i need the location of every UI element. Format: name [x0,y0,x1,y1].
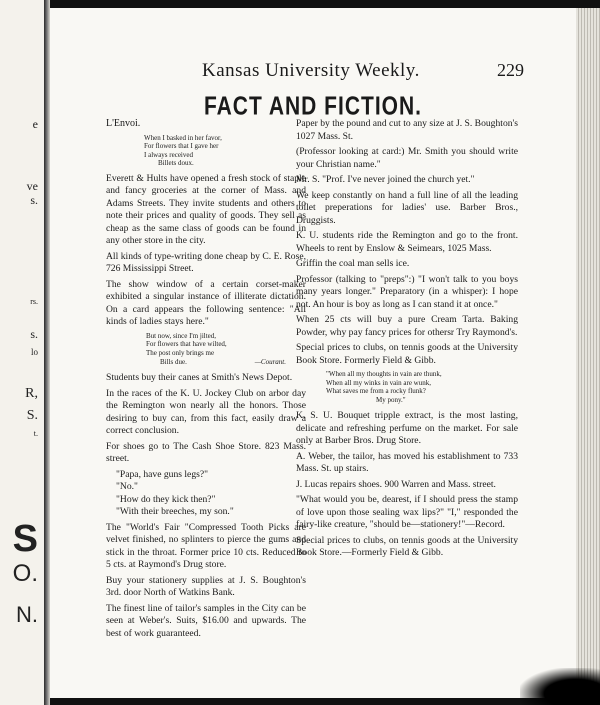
prev-fragment: ve [26,179,38,193]
prev-fragment: s. [30,193,38,207]
poem-line: I always received [144,150,193,159]
poem-verse [144,134,306,168]
quote-line: The post only brings me [146,349,215,358]
section-title: FACT AND FICTION. [203,92,423,121]
paragraph: Griffin the coal man sells ice. [296,258,410,269]
paragraph: "What would you be, dearest, if I should press the stamp of love upon those sealing wax lips?" "I," responded the fairy-like creature, "should be—stationery!"—Record. [296,494,518,531]
paragraph: In the races of the K. U. Jockey Club on arbor day the Remington won nearly all the honors. Those desiring to buy can, from this fact, easily draw a correct conclusion. [106,387,306,437]
paragraph: (Professor looking at card:) Mr. Smith you should write your Christian name." [296,146,518,170]
paragraph: When 25 cts will buy a pure Cream Tarta. Baking Powder, why pay fancy prices for othersr Try Raymond's. [296,314,518,338]
previous-page-edge [0,0,44,705]
prev-fragment: R, [25,386,38,401]
prev-fragment: t. [33,429,38,438]
poem-line: When I basked in her favor, [144,133,222,142]
running-title: Kansas University Weekly. [202,60,420,81]
dialogue-line: "Papa, have guns legs?" [116,468,209,480]
verse-line: My pony." [376,395,406,404]
paragraph: J. Lucas repairs shoes. 900 Warren and Mass. street. [296,478,496,490]
prev-fragment: e [32,117,38,131]
page-number: 229 [497,60,524,80]
verse-line: What saves me from a rocky flunk? [326,387,426,396]
poem-title: L'Envoi. [106,118,141,129]
dialogue-line: "With their breeches, my son." [116,506,234,518]
quoted-verse [146,332,306,366]
quote-line: For flowers that have wilted, [146,340,227,349]
paragraph: Special prices to clubs, on tennis goods at the University Book Store.—Formerly Field & Gibb. [296,534,518,559]
prev-fragment: s. [30,327,38,341]
verse-line: "When all my thoughts in vain are thunk, [326,370,442,378]
paragraph: The "World's Fair "Compressed Tooth Picks are velvet finished, no splinters to pierce the gums and stick in the throat. Former price 10 cts. Reduced to 5 cts. at Raymond's Drug store. [106,521,306,571]
poem-line: Billets doux. [158,159,194,168]
paragraph: For shoes go to The Cash Shoe Store. 823 Mass. street. [106,440,306,465]
paragraph: All kinds of type-writing done cheap by C. E. Rose, 726 Mississippi Street. [106,250,306,275]
newspaper-page [50,8,576,698]
paragraph: K. S. U. Bouquet tripple extract, is the most lasting, delicate and refreshing perfume on the market. For sale only at Barber Bros. Drug Store. [296,410,518,447]
paragraph: Everett & Hults have opened a fresh stock of staple and fancy groceries at the corner of Mass. and Adams Streets. They invite students and others to note their prices and quality of goods. They sell as cheap as the same class of goods can be found in any other store in the city. [106,172,306,247]
prev-fragment: lo [30,347,38,357]
prev-fragment: O. [12,560,38,587]
poem-line: For flowers that I gave her [144,142,219,151]
right-column [296,118,518,563]
paragraph: The show window of a certain corset-maker exhibited a singular instance of illiterate dictation. On a card appears the following sentence: "All kinds of ladies stays here." [106,278,306,328]
page-edge [576,8,600,698]
prev-fragment: rs. [30,297,38,306]
paragraph: Students buy their canes at Smith's News Depot. [106,372,293,384]
prev-fragment: S [12,518,38,560]
paragraph: We keep constantly on hand a full line of all the leading toilet preperations for ladies' use. Barber Bros., Druggists. [296,189,518,226]
verse-line: When all my winks in vain are wunk, [326,378,431,387]
paragraph: Special prices to clubs, on tennis goods at the University Book Store. Formerly Field & Gibb. [296,342,518,366]
page-header [50,60,576,84]
left-column [106,118,306,643]
paragraph: K. U. students ride the Remington and go to the front. Wheels to rent by Enslow & Seimears, 1025 Mass. [296,230,518,254]
quote-line: But now, since I'm jilted, [146,331,217,340]
paragraph: The finest line of tailor's samples in the City can be seen at Weber's. Suits, $16.00 and upwards. The best of work guaranteed. [106,602,306,639]
quote-line: Bills due. [160,357,187,366]
paragraph: Paper by the pound and cut to any size at J. S. Boughton's 1027 Mass. St. [296,118,518,142]
paragraph: A. Weber, the tailor, has moved his establishment to 733 Mass. St. up stairs. [296,450,518,475]
paragraph: Buy your stationery supplies at J. S. Boughton's 3rd. door North of Watkins Bank. [106,574,306,599]
prev-fragment: N. [16,602,38,627]
pony-verse [326,370,518,404]
paragraph: Professor (talking to "preps":) "I won't talk to you boys many years longer." Preparatory (in a whisper): I hope not. An hour is boy as long as I can stand it at once." [296,273,518,310]
dialogue-line: "How do they kick then?" [116,493,216,505]
prev-fragment: S. [26,408,38,423]
quote-source: —Courant. [254,357,286,366]
paragraph: Mr. S. "Prof. I've never joined the church yet." [296,174,475,185]
thumb-shadow [520,668,600,705]
dialogue-line: "No." [116,481,138,493]
